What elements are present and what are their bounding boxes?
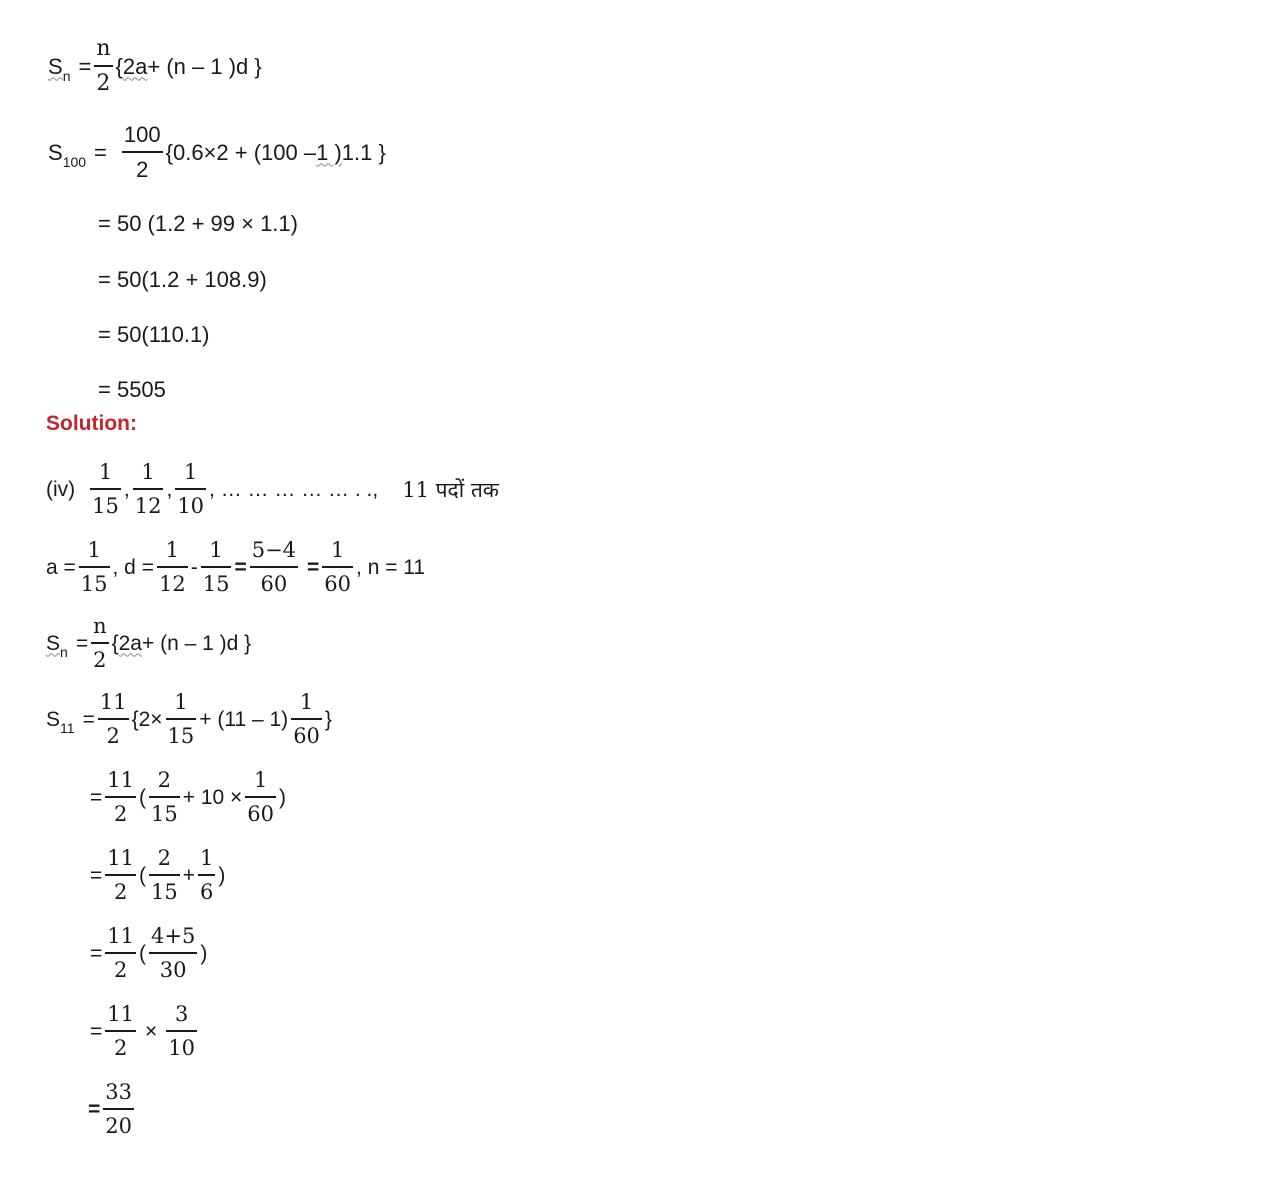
step-b-4 [90, 1004, 200, 1059]
step-operator: + 10 × [182, 785, 243, 809]
step-fraction-1: $\frac{2}{15}$ [151, 768, 178, 826]
s11-expression-start: {2× [131, 707, 163, 731]
equals-sign: = [88, 1097, 101, 1121]
close-paren: ) [279, 785, 287, 809]
step-fraction-1: $\frac{3}{10}$ [168, 1002, 195, 1060]
equals-sign: = [307, 555, 320, 579]
11-over-2-fraction: $\frac{11}{2}$ [107, 924, 134, 982]
formula-brace: { [115, 53, 123, 79]
minus-sign: - [190, 555, 198, 579]
d-fraction-1: $\frac{1}{12}$ [158, 538, 186, 596]
formula-rest: + (n – 1 )d } [147, 53, 262, 79]
final-result [88, 1082, 137, 1137]
d-label: , d = [112, 555, 154, 579]
sn-formula-bottom [46, 616, 251, 671]
step-b-2 [90, 848, 225, 903]
n-label: , n = 11 [356, 555, 426, 579]
step-line-3: = 50(110.1) [98, 322, 210, 347]
comma: , [166, 477, 173, 501]
a-label: a = [46, 555, 76, 579]
open-paren: ( [139, 941, 146, 965]
step-operator: + [182, 863, 195, 887]
sn-formula-top [48, 38, 262, 95]
close-paren: ) [200, 941, 208, 965]
formula-2a: 2a [118, 631, 142, 655]
open-paren: ( [139, 785, 146, 809]
s100-symbol: $S_{100}$ [48, 139, 87, 170]
series-line [46, 462, 499, 517]
a-fraction: $\frac{1}{15}$ [80, 538, 108, 596]
d-fraction-2: $\frac{1}{15}$ [202, 538, 230, 596]
open-paren: ( [139, 863, 146, 887]
s100-substitution [48, 124, 386, 181]
part-label: (iv) [46, 477, 76, 501]
sn-symbol: $S_n$ [46, 631, 68, 660]
s11-substitution [46, 692, 332, 747]
d-fraction-4: $\frac{1}{60}$ [324, 538, 352, 596]
d-fraction-3: $\frac{5-4}{60}$ [251, 538, 297, 596]
equals-sign: = [90, 785, 103, 809]
close-paren: ) [218, 863, 226, 887]
series-term-1: $\frac{1}{15}$ [92, 460, 119, 518]
equals-sign: = [78, 53, 92, 79]
formula-brace: { [111, 631, 119, 655]
step-fraction-2: $\frac{1}{60}$ [247, 768, 275, 826]
parameters-line [46, 540, 425, 595]
terms-count-hindi: 11 पदों तक [402, 477, 499, 502]
step-fraction-2: $\frac{1}{6}$ [200, 846, 214, 904]
step-b-3 [90, 926, 207, 981]
equals-sign: = [90, 941, 103, 965]
100-over-2-fraction: $\frac{100}{2}$ [123, 122, 161, 182]
series-term-3: $\frac{1}{10}$ [177, 460, 205, 518]
series-term-2: $\frac{1}{12}$ [134, 460, 162, 518]
step-line-4: = 5505 [98, 377, 166, 402]
comma: , [123, 477, 130, 501]
times-sign: × [145, 1019, 158, 1043]
s100-expression-mid: 1 ) [316, 139, 342, 165]
11-over-2-fraction: $\frac{11}{2}$ [107, 1002, 134, 1060]
equals-sign: = [234, 555, 247, 579]
solution-heading: Solution: [46, 412, 137, 435]
n-over-2-fraction: $\frac{n}{2}$ [96, 36, 111, 96]
step-fraction-1: $\frac{4+5}{30}$ [151, 924, 196, 982]
11-over-2-fraction: $\frac{11}{2}$ [99, 690, 127, 748]
equals-sign: = [82, 707, 95, 731]
s11-symbol: $S_{11}$ [46, 707, 75, 736]
11-over-2-fraction: $\frac{11}{2}$ [107, 846, 134, 904]
s11-fraction-1: $\frac{1}{15}$ [167, 690, 195, 748]
equals-sign: = [94, 139, 107, 165]
formula-rest: + (n – 1 )d } [141, 631, 252, 655]
step-fraction-1: $\frac{2}{15}$ [151, 846, 178, 904]
equals-sign: = [90, 1019, 103, 1043]
11-over-2-fraction: $\frac{11}{2}$ [107, 768, 134, 826]
s100-expression-start: {0.6×2 + (100 – [165, 139, 317, 165]
s11-expression-mid: + (11 – 1) [199, 707, 289, 731]
s100-expression-end: 1.1 } [341, 139, 386, 165]
step-line-1: = 50 (1.2 + 99 × 1.1) [98, 211, 298, 236]
s11-fraction-2: $\frac{1}{60}$ [293, 690, 320, 748]
step-b-1 [90, 770, 286, 825]
s11-expression-end: } [324, 707, 332, 731]
ellipsis: , … … … … … . ., [209, 477, 379, 501]
result-fraction: $\frac{33}{20}$ [105, 1080, 132, 1138]
formula-2a: 2a [122, 53, 148, 79]
n-over-2-fraction: $\frac{n}{2}$ [93, 614, 107, 672]
step-line-2: = 50(1.2 + 108.9) [98, 267, 267, 292]
sn-symbol: $S_n$ [48, 53, 71, 84]
equals-sign: = [90, 863, 103, 887]
equals-sign: = [75, 631, 89, 655]
